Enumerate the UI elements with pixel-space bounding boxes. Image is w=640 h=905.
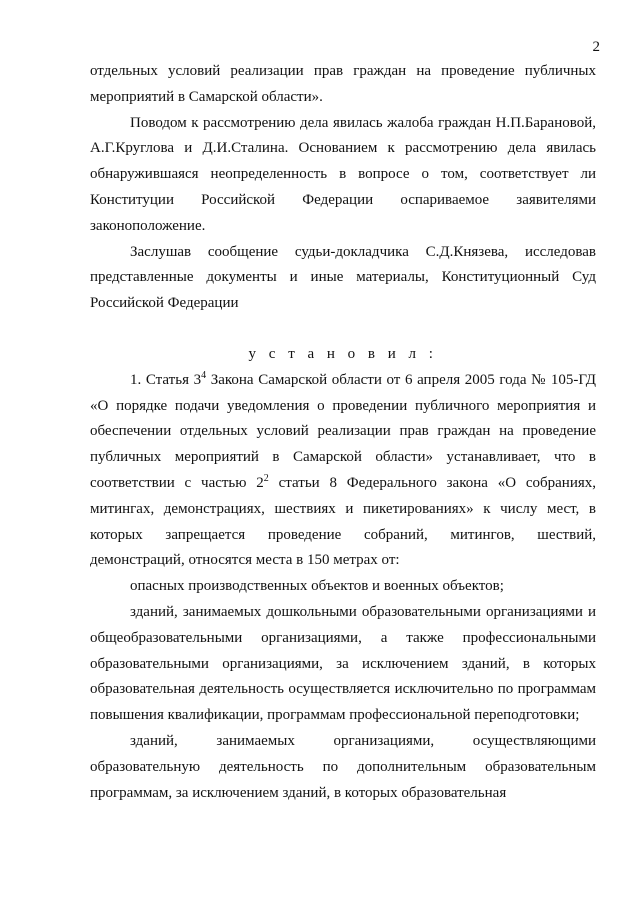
article-superscript-1: 4 xyxy=(201,369,207,381)
paragraph-article-description xyxy=(90,368,596,574)
page-number: 2 xyxy=(592,39,600,55)
paragraph-complaint: Поводом к рассмотрению дела явилась жалоба граждан Н.П.Барановой, А.Г.Круглова и Д.И.Сталина. Основанием к рассмотрению дела явилась обнаружившаяся неопределенность в вопросе о том, соответствует ли Конституции Российской Федерации оспариваемое заявителями законоположение. xyxy=(90,114,596,234)
list-item-additional-education-buildings: зданий, занимаемых организациями, осуществляющими образовательную деятельность по дополнительным образовательным программам, за исключением зданий, в которых образовательная xyxy=(90,732,596,801)
list-item-dangerous-objects: опасных производственных объектов и военных объектов; xyxy=(130,578,504,595)
list-item-preschool-buildings: зданий, занимаемых дошкольными образовательными организациями и общеобразовательными организациями, а также профессиональными образовательными организациями, за исключением зданий, в которых образовательная деятельность осуществляется исключительно по программам повышения квалификации, программам профессиональной переподготовки; xyxy=(90,603,596,724)
article-text-part1: 1. Статья 3 xyxy=(130,371,202,388)
article-text-part2: Закона Самарской области от 6 апреля 2005 года № 105-ГД «О порядке подачи уведомления о проведении публичного мероприятия и обеспечении отдельных условий реализации прав граждан на проведение публичных мероприятий в Самарской области» устанавливает, что в соответствии с частью 2 xyxy=(90,371,596,491)
section-heading-established: у с т а н о в и л : xyxy=(248,345,438,362)
paragraph-hearing: Заслушав сообщение судьи-докладчика С.Д.Князева, исследовав представленные документы и иные материалы, Конституционный Суд Российской Федерации xyxy=(90,243,596,312)
paragraph-continuation: отдельных условий реализации прав граждан на проведение публичных мероприятий в Самарской области». xyxy=(90,63,596,105)
document-body xyxy=(90,59,596,806)
article-text-part3: статьи 8 Федерального закона «О собраниях, митингах, демонстрациях, шествиях и пикетированиях» к числу мест, в которых запрещается проведение собраний, митингов, шествий, демонстраций, относятся места в 150 метрах от: xyxy=(90,474,597,569)
article-superscript-2: 2 xyxy=(263,472,269,484)
